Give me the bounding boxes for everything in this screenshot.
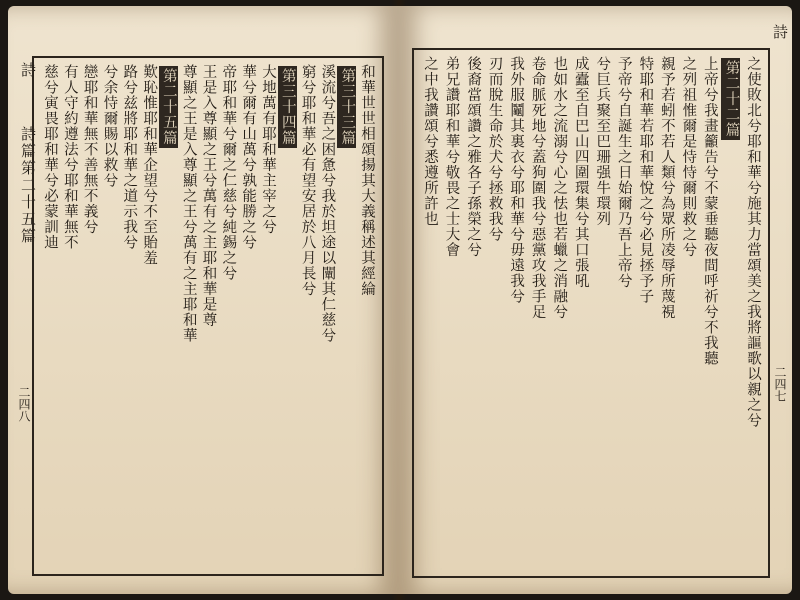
text-column: 特耶和華若耶和華悅之兮必見拯予子 xyxy=(637,56,654,304)
left-text-frame xyxy=(32,56,384,576)
right-columns xyxy=(420,56,762,570)
text-column: 尊顯之王是入尊顯之王兮萬有之主耶和華 xyxy=(180,64,197,343)
left-folio: 二四八 xyxy=(17,386,31,422)
text-column: 也如水之流溺兮心之怯也若蠟之消融兮 xyxy=(551,56,568,320)
text-column: 和華世世相頌揚其大義稱述其經綸 xyxy=(359,64,375,297)
section-heading: 第二十五篇 xyxy=(160,68,177,146)
text-column: 慈兮寅畏耶和華兮必蒙訓迪 xyxy=(42,64,58,250)
text-column: 弟兄讚耶和華兮敬畏之士大會 xyxy=(443,56,460,258)
text-column: 有人守約遵法兮耶和華無不 xyxy=(61,64,78,250)
text-column: 予帝兮自誕生之日始爾乃吾上帝兮 xyxy=(615,56,632,289)
text-column: 戀耶和華無不善無不義兮 xyxy=(81,64,98,235)
left-sidebar-text: 詩篇第二十五篇 xyxy=(19,126,37,245)
text-column: 兮余恃爾賜以救兮 xyxy=(101,64,118,188)
right-margin-title: 詩 xyxy=(771,24,789,41)
text-column: 華兮爾有山萬兮孰能勝之兮 xyxy=(240,64,257,250)
text-column: 親予若蚓不若人類兮為眾所凌辱所蔑視 xyxy=(658,56,675,320)
section-heading: 第三十三篇 xyxy=(339,68,356,146)
text-column: 上帝兮我畫籲告兮不蒙垂聽夜間呼祈兮不我聽 xyxy=(701,56,718,366)
section-heading: 第二十二篇 xyxy=(723,60,740,138)
text-column: 之中我讚頌兮悉遵所許也 xyxy=(422,56,438,227)
text-column: 後裔當頌讚之雅各子孫榮之兮 xyxy=(465,56,482,258)
text-column: 刃而脫生命於犬兮拯救我兮 xyxy=(486,56,503,242)
text-column: 帝耶和華兮爾之仁慈兮純錫之兮 xyxy=(220,64,237,281)
right-page xyxy=(398,6,792,594)
right-text-frame xyxy=(412,48,770,578)
text-column: 歎恥惟耶和華企望兮不至貽羞 xyxy=(141,64,158,266)
text-column: 窮兮耶和華必有望安居於八月長兮 xyxy=(299,64,316,297)
text-column: 我外服鬮其裏衣兮耶和華兮毋遠我兮 xyxy=(508,56,525,304)
text-column: 卷命脈死地兮蓋狗圍我兮惡黨攻我手足 xyxy=(529,56,546,320)
left-margin-title: 詩 xyxy=(19,62,37,79)
right-folio: 二四七 xyxy=(773,366,787,402)
text-column: 溪流兮吾之困惫兮我於坦途以闡其仁慈兮 xyxy=(319,64,336,343)
text-column: 之列祖惟爾是恃恃爾則救之兮 xyxy=(680,56,697,258)
text-column: 之使敗北兮耶和華兮施其力當頌美之我將謳歌以親之兮 xyxy=(744,56,761,428)
text-column: 兮巨兵聚至巴珊强牛環列 xyxy=(594,56,611,227)
section-heading: 第三十四篇 xyxy=(279,68,296,146)
text-column: 成蠹至自巴山四圍環集兮其口張吼 xyxy=(572,56,589,289)
left-page xyxy=(8,6,398,594)
text-column: 路兮兹將耶和華之道示我兮 xyxy=(121,64,138,250)
text-column: 王是入尊顯之王兮萬有之主耶和華是尊 xyxy=(200,64,217,328)
left-columns xyxy=(40,64,376,568)
text-column: 大地萬有耶和華主宰之兮 xyxy=(259,64,276,235)
